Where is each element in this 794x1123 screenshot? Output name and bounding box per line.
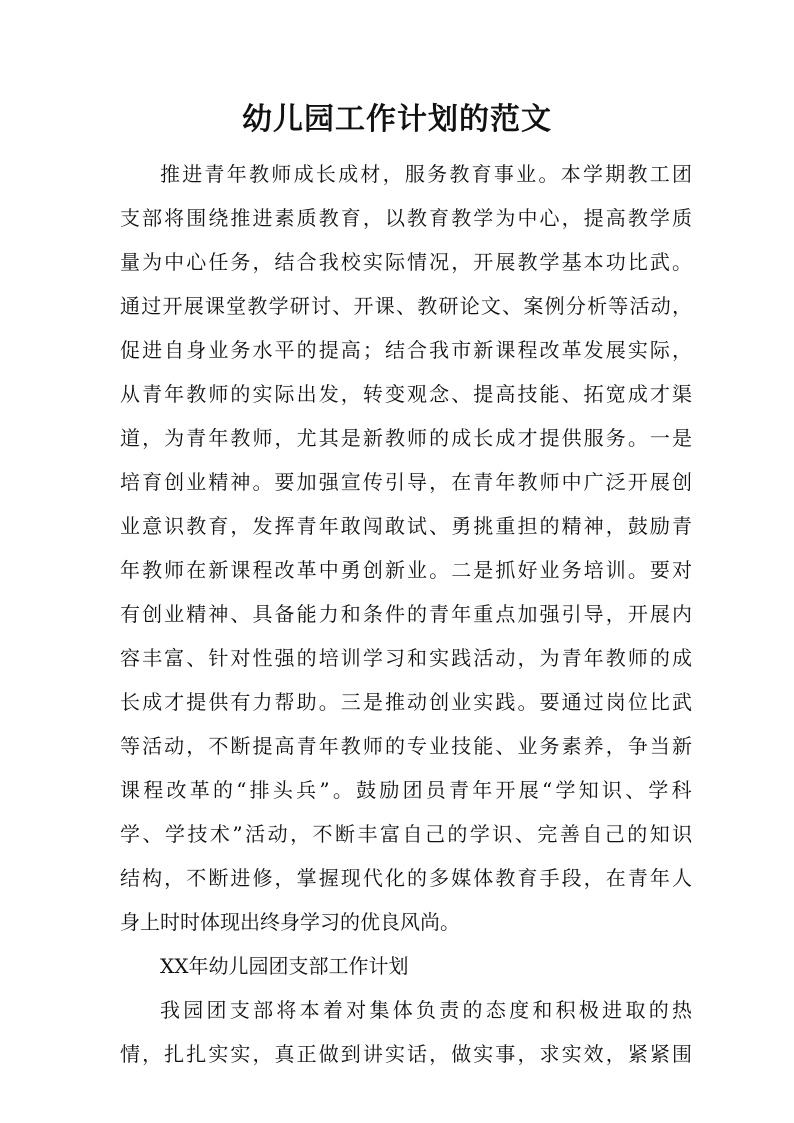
text-line: 业意识教育，发挥青年敢闯敢试、勇挑重担的精神，鼓励青 bbox=[120, 514, 695, 538]
text-line: 结构，不断进修，掌握现代化的多媒体教育手段，在青年人 bbox=[120, 866, 695, 890]
text-line: 从青年教师的实际出发，转变观念、提高技能、拓宽成才渠 bbox=[120, 382, 695, 406]
text-line: 促进自身业务水平的提高；结合我市新课程改革发展实际， bbox=[120, 338, 695, 362]
text-line: 支部将围绕推进素质教育，以教育教学为中心，提高教学质 bbox=[120, 206, 695, 230]
text-line: 培育创业精神。要加强宣传引导，在青年教师中广泛开展创 bbox=[120, 470, 695, 494]
text-line: 等活动，不断提高青年教师的专业技能、业务素养，争当新 bbox=[120, 734, 695, 758]
text-line: 容丰富、针对性强的培训学习和实践活动，为青年教师的成 bbox=[120, 646, 695, 670]
text-line: 课程改革的“排头兵”。鼓励团员青年开展“学知识、学科 bbox=[120, 778, 695, 802]
section-heading: XX年幼儿园团支部工作计划 bbox=[160, 954, 409, 978]
text-line: 我园团支部将本着对集体负责的态度和积极进取的热 bbox=[160, 998, 696, 1022]
text-line: 长成才提供有力帮助。三是推动创业实践。要通过岗位比武 bbox=[120, 690, 695, 714]
text-line: 学、学技术”活动，不断丰富自己的学识、完善自己的知识 bbox=[120, 822, 695, 846]
text-line: 有创业精神、具备能力和条件的青年重点加强引导，开展内 bbox=[120, 602, 695, 626]
text-line: 情，扎扎实实，真正做到讲实话，做实事，求实效，紧紧围 bbox=[120, 1042, 695, 1066]
text-line: 通过开展课堂教学研讨、开课、教研论文、案例分析等活动， bbox=[120, 294, 694, 318]
text-line: 身上时时体现出终身学习的优良风尚。 bbox=[120, 910, 460, 934]
text-line: 推进青年教师成长成材，服务教育事业。本学期教工团 bbox=[160, 162, 695, 186]
text-line: 道，为青年教师，尤其是新教师的成长成才提供服务。一是 bbox=[120, 426, 695, 450]
document-title: 幼儿园工作计划的范文 bbox=[242, 102, 552, 137]
text-line: 年教师在新课程改革中勇创新业。二是抓好业务培训。要对 bbox=[120, 558, 695, 582]
text-line: 量为中心任务，结合我校实际情况，开展教学基本功比武。 bbox=[120, 250, 695, 274]
